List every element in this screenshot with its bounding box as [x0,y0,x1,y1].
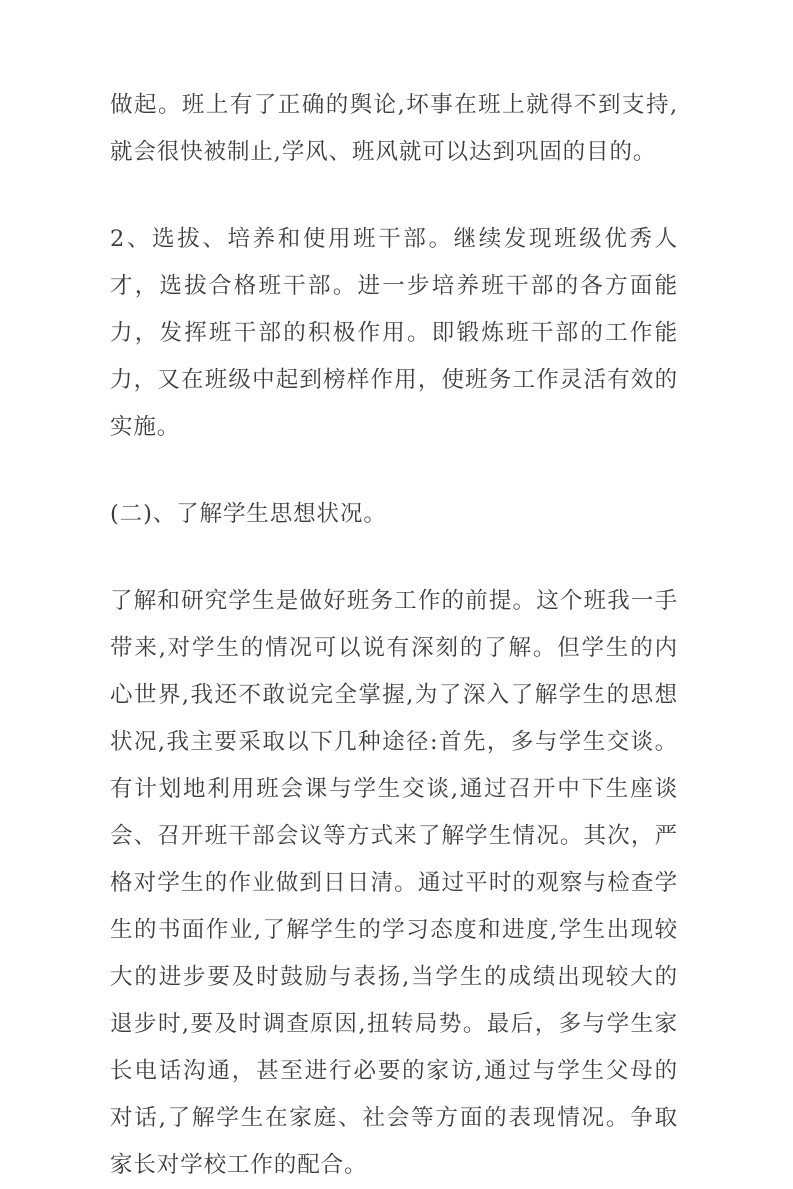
paragraph-understanding-students: 了解和研究学生是做好班务工作的前提。这个班我一手带来,对学生的情况可以说有深刻的了解。但学生的内心世界,我还不敢说完全掌握,为了深入了解学生的思想状况,我主要采取以下几种途径:首先，多与学生交谈。有计划地利用班会课与学生交谈,通过召开中下生座谈会、召开班干部会议等方式来了解学生情况。其次，严格对学生的作业做到日日清。通过平时的观察与检查学生的书面作业,了解学生的学习态度和进度,学生出现较大的进步要及时鼓励与表扬,当学生的成绩出现较大的退步时,要及时调查原因,扭转局势。最后，多与学生家长电话沟通，甚至进行必要的家访,通过与学生父母的对话,了解学生在家庭、社会等方面的表现情况。争取家长对学校工作的配合。 [110,588,678,1178]
paragraph-item-2-cadre-selection: 2、选拔、培养和使用班干部。继续发现班级优秀人才，选拔合格班干部。进一步培养班干部的各方面能力，发挥班干部的积极作用。即锻炼班干部的工作能力，又在班级中起到榜样作用，使班务工作灵活有效的实施。 [110,226,678,440]
document-text-body [110,82,678,1189]
paragraph-continuation-class-opinion: 做起。班上有了正确的舆论,坏事在班上就得不到支持,就会很快被制止,学风、班风就可以达到巩固的目的。 [110,92,678,165]
heading-section-2-student-thoughts: (二)、了解学生思想状况。 [110,501,387,527]
